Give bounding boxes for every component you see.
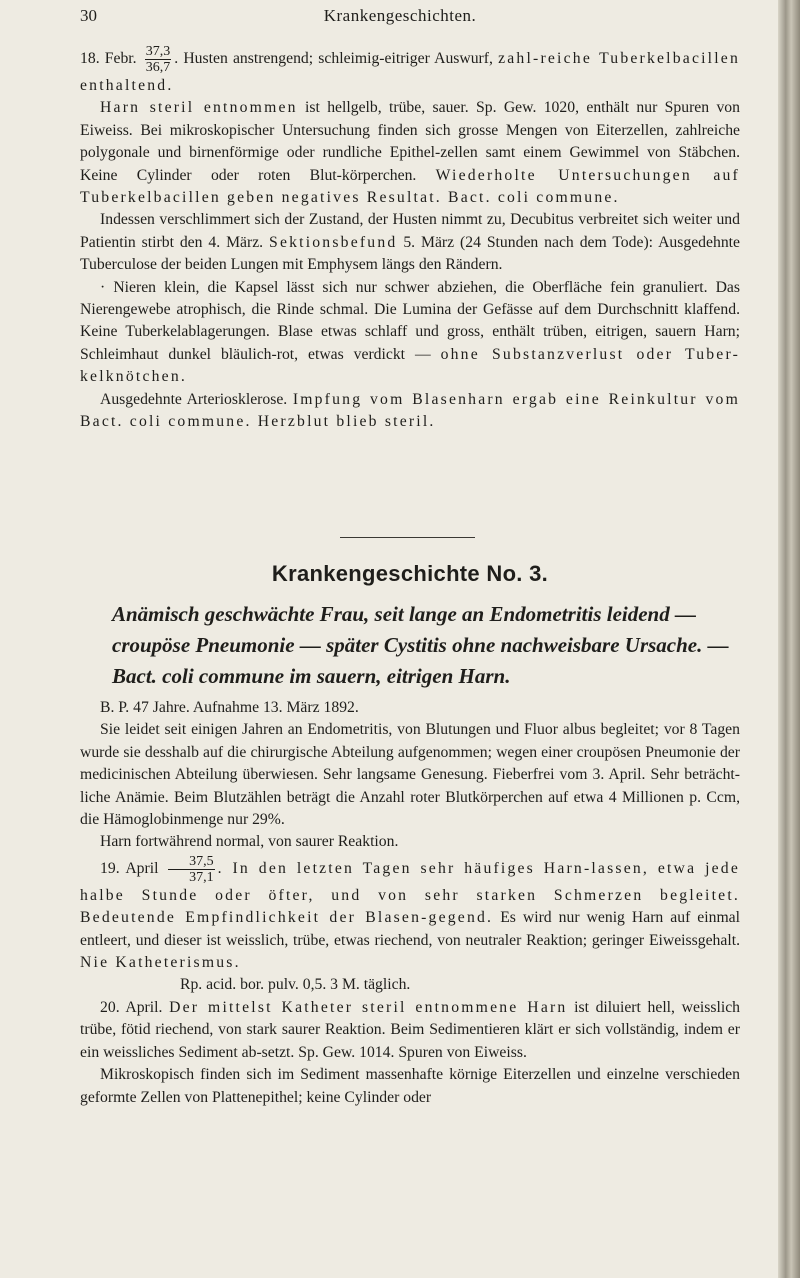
paragraph-microscopy: Mikroskopisch finden sich im Sediment massenhafte körnige Eiterzellen und einzelne verschieden geformte Zellen von Plattenepithel; keine Cylinder oder [80, 1066, 740, 1106]
spaced-text: Der mittelst Katheter steril entnommene Harn [169, 998, 568, 1016]
paragraph-urine-findings [80, 97, 740, 209]
paragraph-text: Ausgedehnte Arteriosklerose. [100, 390, 293, 408]
paragraph-text: 20. April. [100, 998, 170, 1016]
paragraph-text: . Husten anstrengend; schleimig-eitriger Auswurf, [174, 50, 499, 68]
entry-date: 19. April [100, 859, 159, 877]
case-subtitle: Anämisch geschwächte Frau, seit lange an Endometritis leidend — croupöse Pneumonie — später Cystitis ohne nachweisbare Ursache. — Bact. coli commune im sauern, eitrigen Harn. [112, 602, 729, 688]
paragraph-history: Sie leidet seit einigen Jahren an Endometritis, von Blutungen und Fluor albus begleitet; vor 8 Tagen wurde sie desshalb auf die chirurgische Abteilung aufgenommen; wegen einer croupösen Pneumonie der medicinischen Abteilung überwiesen. Sehr langsame Genesung. Fieberfrei vom 3. April. Sehr beträcht-liche Anämie. Beim Blutzählen beträgt die Anzahl roter Blutkörperchen auf etwa 4 Millionen p. Ccm, die Hämoglobinmenge nur 29%. [80, 721, 740, 829]
section-divider [340, 537, 475, 538]
spaced-text: Harn steril entnommen [100, 99, 298, 117]
spaced-text: zahl-reiche Tuberkelbacillen enthaltend. [80, 50, 740, 94]
paragraph-text: Indessen verschlimmert sich der Zustand, der Husten nimmt zu, Decubitus verbreitet sich weiter und Patientin stirbt den 4. März. [80, 211, 740, 251]
page-number: 30 [80, 6, 97, 25]
spaced-text: ohne Substanzverlust oder Tuber-kelknötchen. [80, 345, 740, 386]
running-head: Krankengeschichten. [323, 6, 477, 25]
paragraph-april-20 [80, 997, 740, 1064]
paragraph-patient: B. P. 47 Jahre. Aufnahme 13. März 1892. [100, 699, 359, 716]
temperature-morning: 36,7 [145, 60, 171, 75]
spaced-text: Impfung vom Blasenharn ergab eine Reinkultur vom Bact. coli commune. Herzblut blieb steril. [80, 390, 740, 431]
temperature-fraction [168, 854, 215, 885]
spaced-text: . In den letzten Tagen sehr häufiges Harn-lassen, etwa jede halbe Stunde oder öfter, und von sehr starken Schmerzen begleitet. Bedeutende Empfindlichkeit der Blasen-gegend. [80, 859, 740, 927]
temperature-fraction [145, 44, 172, 75]
case-heading: Krankengeschichte No. 3. [271, 561, 549, 586]
case-3-body [80, 697, 740, 1109]
page-header [80, 6, 720, 32]
paragraph-kidneys [80, 277, 740, 389]
paragraph-april-19 [80, 854, 740, 975]
paragraph-feb-18 [80, 44, 740, 97]
case-2-continuation [80, 44, 740, 434]
temperature-morning: 37,1 [189, 869, 214, 885]
temperature-evening: 37,3 [145, 44, 171, 59]
spaced-text: Wiederholte Untersuchungen auf Tuberkelbacillen geben negatives Resultat. Bact. coli commune. [80, 166, 740, 207]
paragraph-text: ist diluiert hell, weisslich trübe, fötid riechend, von stark saurer Reaktion. Beim Sedimentieren klärt er sich vollständig, indem er ein weissliches Sediment ab-setzt. Sp. Gew. 1014. Spuren von Eiweiss. [80, 998, 740, 1061]
entry-date: 18. Febr. [80, 50, 137, 68]
paragraph-text: · Nieren klein, die Kapsel lässt sich nur schwer abziehen, die Oberfläche fein granuliert. Das Nierengewebe atrophisch, die Rinde schmal. Die Lumina der Gefässe auf dem Durchschnitt klaffend. Keine Tuberkelablagerungen. Blase etwas schlaff und gross, enthält trüben, eitrigen, sauern Harn; Schleimhaut dunkel bläulich-rot, etwas verdickt — [80, 278, 740, 363]
paragraph-prescription: Rp. acid. bor. pulv. 0,5. 3 M. täglich. [180, 976, 411, 994]
paragraph-arteriosclerosis [80, 389, 740, 434]
page-edge-shadow [778, 0, 800, 1278]
spaced-text: Nie Katheterismus. [80, 954, 241, 972]
paragraph-text: 5. März (24 Stunden nach dem Tode): Ausgedehnte Tuberculose der beiden Lungen mit Emphysem längs den Rändern. [80, 233, 740, 274]
paragraph-course [80, 209, 740, 276]
paragraph-urine-normal: Harn fortwährend normal, von saurer Reaktion. [100, 833, 399, 851]
paragraph-text: Es wird nur wenig Harn auf einmal entleert, und dieser ist weisslich, trübe, etwas riechend, von neutraler Reaktion; geringer Eiweissgehalt. [80, 909, 740, 949]
spaced-text: Sektionsbefund [269, 233, 398, 251]
temperature-evening: 37,5 [168, 854, 215, 870]
paragraph-text: ist hellgelb, trübe, sauer. Sp. Gew. 1020, enthält nur Spuren von Eiweiss. Bei mikroskopischer Untersuchung finden sich grosse Mengen von Eiterzellen, zahlreiche polygonale und birnenförmige oder rundliche Epithel-zellen samt einem Gewimmel von Stäbchen. Keine Cylinder oder roten Blut-körperchen. [80, 99, 740, 184]
